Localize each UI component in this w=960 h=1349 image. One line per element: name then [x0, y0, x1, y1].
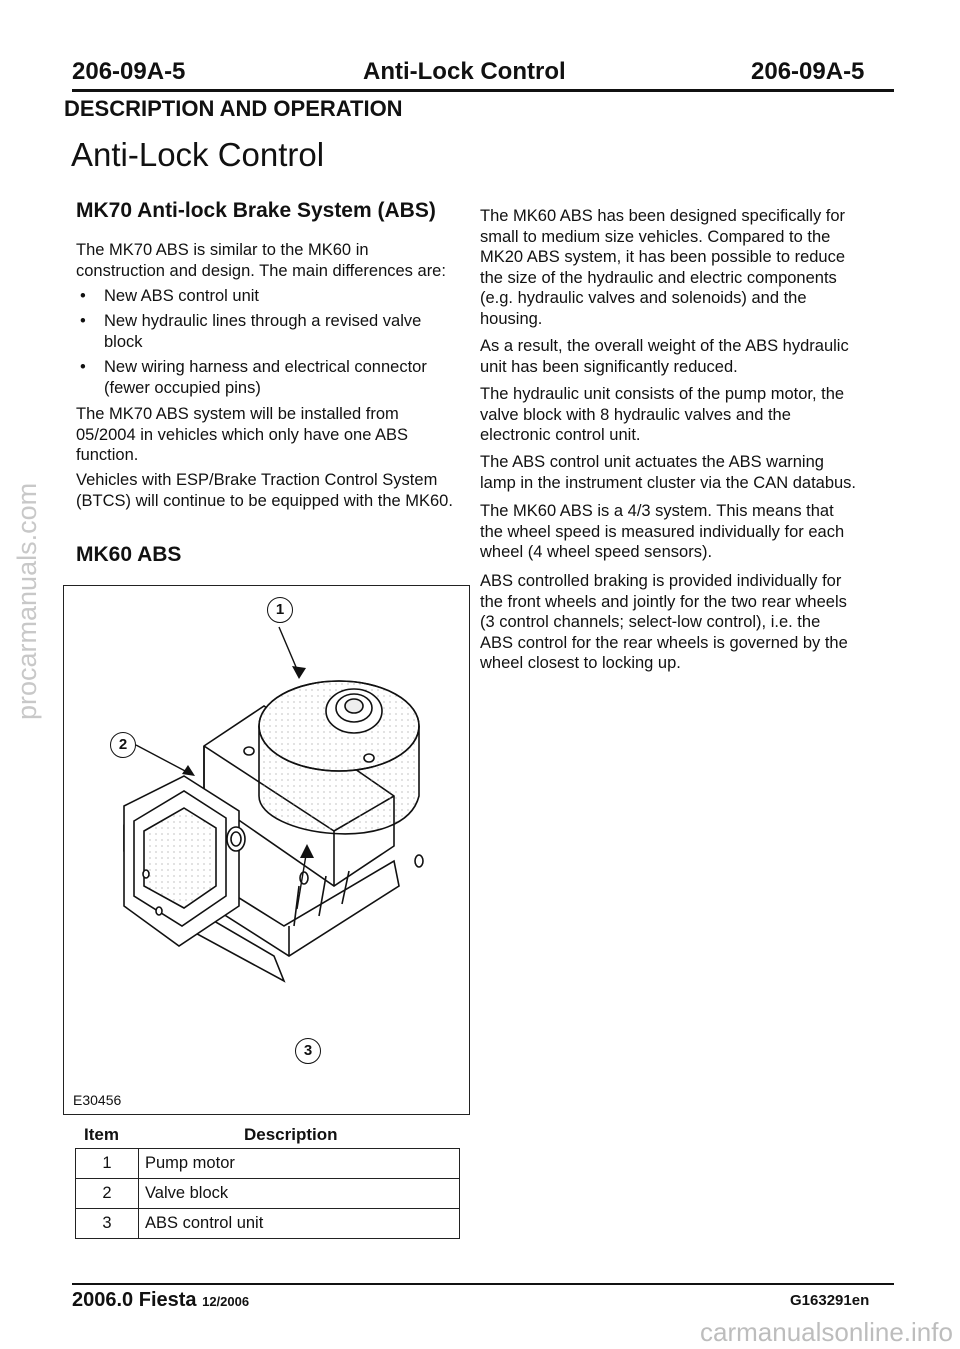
table-cell-item: 3: [76, 1209, 139, 1239]
figure-code: E30456: [73, 1092, 122, 1108]
side-watermark: procarmanuals.com: [12, 482, 42, 720]
paragraph-hydraulic-unit: [480, 384, 844, 446]
header-page-number-left: 206-09A-5: [72, 58, 186, 85]
paragraph-line: The ABS control unit actuates the ABS warning: [480, 453, 824, 471]
bottom-watermark: carmanualsonline.info: [700, 1317, 953, 1347]
callout-2: 2: [110, 732, 136, 758]
paragraph-line: housing.: [480, 309, 543, 328]
table-cell-description: ABS control unit: [139, 1209, 460, 1239]
paragraph-line: The MK60 ABS is a 4/3 system. This means that: [480, 502, 834, 520]
paragraph-esp-btcs: [76, 470, 453, 511]
footer-code: G163291en: [790, 1292, 870, 1309]
callout-3: 3: [295, 1038, 321, 1064]
bullet-line: block: [104, 332, 143, 351]
intro-line: The MK70 ABS is similar to the MK60 in: [76, 241, 369, 259]
paragraph-line: As a result, the overall weight of the ABS hydraulic: [480, 337, 849, 355]
paragraph-line: The MK70 ABS system will be installed from: [76, 405, 399, 423]
paragraph-line: the front wheels and jointly for the two rear wheels: [480, 592, 847, 611]
paragraph-line: small to medium size vehicles. Compared to the: [480, 227, 831, 246]
table-header-item: Item: [84, 1125, 119, 1144]
table-cell-description: Valve block: [139, 1179, 460, 1209]
paragraph-line: the wheel speed is measured individually for each: [480, 522, 845, 541]
bullet-line: (fewer occupied pins): [104, 378, 261, 397]
footer-model-name: 2006.0 Fiesta: [72, 1289, 197, 1311]
header-page-number-right: 206-09A-5: [751, 58, 865, 85]
callout-1: 1: [267, 597, 293, 623]
intro-line: construction and design. The main differences are:: [76, 261, 446, 280]
header-rule: [72, 89, 894, 92]
bullet-dot: •: [80, 312, 86, 330]
paragraph-line: (3 control channels; select-low control), i.e. the: [480, 613, 821, 631]
table-cell-item: 1: [76, 1149, 139, 1179]
paragraph-line: (e.g. hydraulic valves and solenoids) and the: [480, 289, 807, 307]
paragraph-4-3-system: [480, 501, 844, 563]
bullet-item: [76, 357, 427, 398]
bullet-dot: •: [80, 287, 86, 305]
paragraph-line: lamp in the instrument cluster via the CAN databus.: [480, 473, 857, 492]
bullet-item: [76, 286, 259, 307]
paragraph-weight: [480, 336, 849, 377]
footer-model: [72, 1289, 249, 1312]
bullet-line: New hydraulic lines through a revised valve: [104, 312, 422, 330]
section-heading: DESCRIPTION AND OPERATION: [64, 96, 403, 121]
table-cell-description: Pump motor: [139, 1149, 460, 1179]
paragraph-line: function.: [76, 446, 139, 464]
paragraph-line: electronic control unit.: [480, 426, 641, 444]
table-cell-item: 2: [76, 1179, 139, 1209]
paragraph-line: unit has been significantly reduced.: [480, 357, 738, 376]
bullet-dot: •: [80, 358, 86, 376]
bullet-line: New wiring harness and electrical connector: [104, 358, 427, 376]
paragraph-warning-lamp: [480, 452, 856, 493]
table-row: [76, 1179, 460, 1209]
paragraph-mk60-design: [480, 206, 845, 329]
footer-rule: [72, 1283, 894, 1285]
paragraph-line: Vehicles with ESP/Brake Traction Control System: [76, 471, 438, 489]
heading-mk70: MK70 Anti-lock Brake System (ABS): [76, 199, 436, 222]
paragraph-line: ABS controlled braking is provided individually for: [480, 572, 842, 590]
footer-date: 12/2006: [202, 1294, 250, 1309]
table-row: [76, 1209, 460, 1239]
paragraph-line: (BTCS) will continue to be equipped with the MK60.: [76, 491, 453, 510]
paragraph-line: wheel (4 wheel speed sensors).: [480, 543, 713, 561]
paragraph-line: The MK60 ABS has been designed specifically for: [480, 207, 846, 225]
bullet-line: New ABS control unit: [104, 287, 259, 305]
paragraph-line: 05/2004 in vehicles which only have one ABS: [76, 425, 409, 444]
intro-paragraph: [76, 240, 446, 281]
heading-mk60: MK60 ABS: [76, 543, 182, 566]
paragraph-mk70-install: [76, 404, 408, 466]
paragraph-line: valve block with 8 hydraulic valves and the: [480, 405, 791, 424]
table-row: [76, 1149, 460, 1179]
paragraph-line: MK20 ABS system, it has been possible to reduce: [480, 248, 846, 266]
paragraph-line: ABS control for the rear wheels is governed by the: [480, 633, 848, 652]
item-table: [75, 1148, 460, 1239]
page-title: Anti-Lock Control: [71, 136, 325, 173]
paragraph-controlled-braking: [480, 571, 848, 674]
paragraph-line: the size of the hydraulic and electric components: [480, 268, 837, 287]
table-header-description: Description: [244, 1125, 338, 1144]
figure-frame: [63, 585, 470, 1115]
paragraph-line: The hydraulic unit consists of the pump motor, the: [480, 385, 845, 403]
abs-unit-illustration: [64, 586, 469, 1114]
abs-unit-drawing: [124, 681, 423, 981]
header-title: Anti-Lock Control: [363, 58, 566, 85]
bullet-item: [76, 311, 421, 352]
paragraph-line: wheel closest to locking up.: [480, 654, 681, 672]
